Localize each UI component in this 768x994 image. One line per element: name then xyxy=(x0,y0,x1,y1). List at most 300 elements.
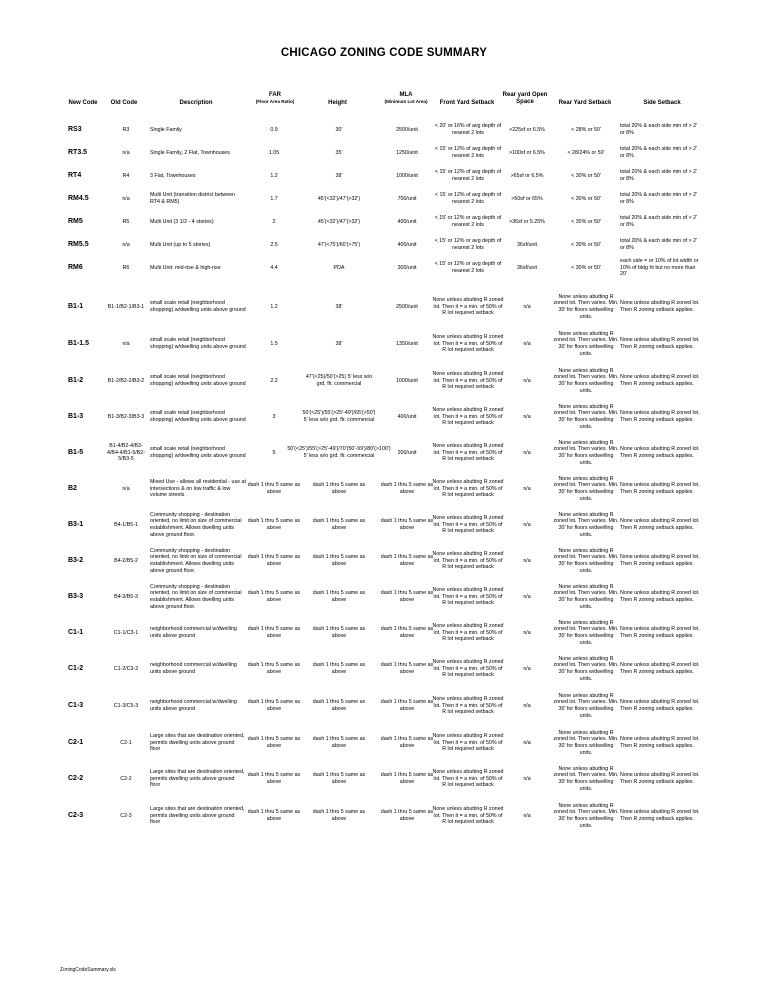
row-rear-yard xyxy=(552,472,620,506)
row-description-text: Large sites that are destination oriented, permits dwelling units above ground floor xyxy=(150,769,245,789)
row-old-code xyxy=(103,544,149,578)
row-old-code xyxy=(103,799,149,833)
row-side-setback xyxy=(620,616,700,650)
row-far-text: 1.2 xyxy=(270,172,278,179)
row-mla-text: 700/unit xyxy=(397,195,417,202)
row-height xyxy=(305,251,373,285)
row-new-code xyxy=(68,762,106,796)
row-mla-text: 1000/unit xyxy=(396,172,418,179)
row-height-text: dash 1 thru 5 same as above xyxy=(312,772,366,785)
row-new-code xyxy=(68,652,106,686)
row-mla xyxy=(374,652,440,686)
row-new-code-text: RT3.5 xyxy=(68,148,88,156)
row-rear-yard-text: None unless abutting R zoned lot. Then varies. Min. 30' for floors w/dwelling units. xyxy=(553,692,619,719)
row-far-text: dash 1 thru 5 same as above xyxy=(247,772,301,785)
row-mla-text: 400/unit xyxy=(397,241,417,248)
row-front-yard-text: None unless abutting R zoned lot. Then it = a min. of 50% of R lot required setback xyxy=(432,551,504,571)
row-height-text: dash 1 thru 5 same as above xyxy=(312,699,366,712)
row-height-text: 47'(<75')/60'(>75') xyxy=(317,241,361,248)
row-side-setback xyxy=(620,436,700,470)
row-open-space-text: n/a xyxy=(523,449,531,456)
row-open-space-text: >100sf or 6.5% xyxy=(509,149,545,156)
row-rear-yard xyxy=(552,652,620,686)
row-height-text: dash 1 thru 5 same as above xyxy=(312,482,366,495)
row-old-code-text: B1-4/B2-4/B3-4/B4-4/B1-5/B2-5/B3-5 xyxy=(107,443,145,463)
row-front-yard-text: < 15' or 12% or avg depth of nearest 2 lots xyxy=(434,238,502,251)
row-front-yard-text: None unless abutting R zoned lot. Then it = a min. of 50% of R lot required setback xyxy=(432,587,504,607)
row-mla-text: 1250/unit xyxy=(396,149,418,156)
table-row xyxy=(0,580,768,614)
row-old-code-text: C1-2/C3-2 xyxy=(113,665,139,672)
row-rear-yard-text: None unless abutting R zoned lot. Then varies. Min. 30' for floors w/dwelling units. xyxy=(553,583,619,610)
table-row xyxy=(0,799,768,833)
row-side-setback-text: None unless abutting R zoned lot. Then R zoning setback applies. xyxy=(620,410,700,423)
row-side-setback xyxy=(620,544,700,578)
row-front-yard-text: None unless abutting R zoned lot. Then it = a min. of 50% of R lot required setback xyxy=(432,696,504,716)
footer-filename: ZoningCodeSummary.xls xyxy=(60,967,116,973)
row-front-yard xyxy=(432,508,504,542)
row-description-text: Community shopping - destination oriented, no limit on size of commercial establishment. Allows dwelling units above ground floor. xyxy=(150,511,242,538)
row-height-text: dash 1 thru 5 same as above xyxy=(312,662,366,675)
row-far-text: dash 1 thru 5 same as above xyxy=(247,590,301,603)
row-rear-yard-text: < 30% or 50' xyxy=(571,264,601,271)
row-old-code-text: B4-1/B5-1 xyxy=(114,521,138,528)
row-new-code-text: RM6 xyxy=(68,263,83,271)
row-open-space-text: >65sf or 6.5% xyxy=(510,172,544,179)
row-far-text: 4.4 xyxy=(270,264,278,271)
row-description xyxy=(150,400,246,434)
row-new-code-text: RM5.5 xyxy=(68,240,89,248)
row-old-code xyxy=(103,327,149,361)
row-side-setback-text: None unless abutting R zoned lot. Then R zoning setback applies. xyxy=(620,518,700,531)
row-old-code-text: C2-2 xyxy=(120,775,132,782)
row-far-text: 1.05 xyxy=(268,149,280,156)
row-front-yard xyxy=(432,436,504,470)
row-mla xyxy=(374,616,440,650)
row-description-text: Large sites that are destination oriented, permits dwelling units above ground floor xyxy=(150,806,245,826)
row-side-setback-text: each side = or 10% of lot width or 10% of bldg ht but no more than 20' xyxy=(620,258,699,278)
row-front-yard-text: None unless abutting R zoned lot. Then it = a min. of 50% of R lot required setback xyxy=(432,515,504,535)
row-old-code xyxy=(103,436,149,470)
row-far xyxy=(242,726,306,760)
row-front-yard xyxy=(432,327,504,361)
row-description xyxy=(150,290,246,324)
row-description-text: Multi Unit (transition district between RT4 & RM5) xyxy=(150,192,236,205)
table-row xyxy=(0,472,768,506)
row-description-text: Single Family xyxy=(150,126,182,133)
page-title: CHICAGO ZONING CODE SUMMARY xyxy=(280,47,488,59)
row-old-code-text: n/a xyxy=(122,195,130,202)
row-front-yard-text: None unless abutting R zoned lot. Then it = a min. of 50% of R lot required setback xyxy=(432,407,504,427)
row-new-code xyxy=(68,472,106,506)
row-mla-text: 1000/unit xyxy=(396,377,418,384)
row-far-text: dash 1 thru 5 same as above xyxy=(247,518,301,531)
row-mla xyxy=(374,251,440,285)
row-far-text: dash 1 thru 5 same as above xyxy=(247,626,301,639)
row-side-setback-text: total 20% & each side min of > 2' or 8% xyxy=(620,215,698,228)
row-old-code-text: B4-3/B5-3 xyxy=(114,593,138,600)
row-mla xyxy=(374,726,440,760)
row-open-space xyxy=(502,327,552,361)
header-far-sub: (Floor Area Ratio) xyxy=(255,99,295,104)
row-description xyxy=(150,364,246,398)
row-new-code-text: RM4.5 xyxy=(68,194,89,202)
row-side-setback xyxy=(620,652,700,686)
row-rear-yard xyxy=(552,290,620,324)
row-open-space xyxy=(502,290,552,324)
row-open-space-text: n/a xyxy=(523,629,531,636)
row-height-text: 30' xyxy=(335,126,343,133)
row-mla xyxy=(374,400,440,434)
row-open-space xyxy=(502,544,552,578)
row-side-setback-text: total 20% & each side min of > 2' or 8% xyxy=(620,146,698,159)
row-height-text: 35' xyxy=(335,149,343,156)
row-old-code xyxy=(103,616,149,650)
row-rear-yard xyxy=(552,327,620,361)
row-height xyxy=(305,472,373,506)
row-mla-text: 1350/unit xyxy=(396,340,418,347)
row-description xyxy=(150,472,246,506)
row-side-setback-text: total 20% & each side min of > 2' or 8% xyxy=(620,192,698,205)
row-open-space-text: n/a xyxy=(523,485,531,492)
row-new-code-text: C2-2 xyxy=(68,774,84,782)
row-far-text: 2 xyxy=(272,218,276,225)
row-rear-yard xyxy=(552,251,620,285)
row-old-code-text: R4 xyxy=(122,172,130,179)
row-front-yard-text: < 20' or 16% of avg depth of nearest 2 lots xyxy=(434,123,502,136)
header-mla-sub: (Minimum Lot Area) xyxy=(384,99,428,104)
row-height xyxy=(305,580,373,614)
row-side-setback-text: None unless abutting R zoned lot. Then R zoning setback applies. xyxy=(620,300,700,313)
row-rear-yard-text: None unless abutting R zoned lot. Then varies. Min. 30' for floors w/dwelling units. xyxy=(553,439,619,466)
row-front-yard-text: None unless abutting R zoned lot. Then it = a min. of 50% of R lot required setback xyxy=(432,479,504,499)
row-open-space xyxy=(502,472,552,506)
row-open-space xyxy=(502,726,552,760)
row-mla xyxy=(374,689,440,723)
row-mla-text: 300/unit xyxy=(397,264,417,271)
row-description xyxy=(150,689,246,723)
row-new-code-text: B3-2 xyxy=(68,556,84,564)
row-front-yard xyxy=(432,799,504,833)
row-far xyxy=(242,652,306,686)
row-mla xyxy=(374,436,440,470)
row-side-setback xyxy=(620,762,700,796)
header-rear-yard: Rear Yard Setback xyxy=(558,100,612,106)
row-old-code-text: C2-1 xyxy=(120,739,132,746)
row-open-space xyxy=(502,400,552,434)
row-height xyxy=(305,327,373,361)
row-old-code xyxy=(103,290,149,324)
row-front-yard-text: None unless abutting R zoned lot. Then it = a min. of 50% of R lot required setback xyxy=(432,443,504,463)
row-open-space-text: n/a xyxy=(523,665,531,672)
row-front-yard xyxy=(432,689,504,723)
row-new-code xyxy=(68,364,106,398)
row-old-code-text: n/a xyxy=(122,149,130,156)
row-mla-text: dash 1 thru 5 same as above xyxy=(380,699,434,712)
row-description-text: Multi Unit (up to 5 stories) xyxy=(150,241,211,248)
row-rear-yard-text: < 30% or 50' xyxy=(571,172,601,179)
row-old-code xyxy=(103,364,149,398)
row-new-code xyxy=(68,508,106,542)
row-rear-yard xyxy=(552,544,620,578)
row-mla-text: dash 1 thru 5 same as above xyxy=(380,482,434,495)
row-rear-yard-text: None unless abutting R zoned lot. Then varies. Min. 30' for floors w/dwelling units. xyxy=(553,729,619,756)
row-old-code-text: R3 xyxy=(122,126,130,133)
row-description xyxy=(150,652,246,686)
row-rear-yard xyxy=(552,436,620,470)
row-side-setback-text: total 20% & each side min of > 2' or 8% xyxy=(620,238,698,251)
header-mla-label: MLA xyxy=(399,92,413,98)
row-front-yard-text: < 15' or 12% or avg depth of nearest 2 lots xyxy=(434,261,502,274)
row-old-code-text: B1-1/B2-1/B3-1 xyxy=(107,303,145,310)
row-open-space-text: 36sf/unit xyxy=(516,241,538,248)
row-side-setback-text: None unless abutting R zoned lot. Then R zoning setback applies. xyxy=(620,736,700,749)
row-open-space-text: n/a xyxy=(523,303,531,310)
row-side-setback-text: None unless abutting R zoned lot. Then R zoning setback applies. xyxy=(620,446,700,459)
header-front-yard: Front Yard Setback xyxy=(439,100,495,106)
row-side-setback-text: None unless abutting R zoned lot. Then R zoning setback applies. xyxy=(620,374,700,387)
row-side-setback-text: None unless abutting R zoned lot. Then R zoning setback applies. xyxy=(620,626,700,639)
row-far xyxy=(242,327,306,361)
row-front-yard xyxy=(432,400,504,434)
row-side-setback xyxy=(620,580,700,614)
row-mla-text: dash 1 thru 5 same as above xyxy=(380,736,434,749)
row-far xyxy=(242,508,306,542)
row-description xyxy=(150,508,246,542)
row-new-code-text: B1-5 xyxy=(68,448,84,456)
row-description-text: small scale retail (neighborhood shopping) w/dwelling units above ground xyxy=(150,374,246,387)
row-front-yard-text: < 15' or 12% of avg depth of nearest 2 lots xyxy=(434,169,502,182)
row-height xyxy=(305,616,373,650)
table-row xyxy=(0,364,768,398)
row-description xyxy=(150,762,246,796)
row-new-code xyxy=(68,251,106,285)
row-new-code xyxy=(68,726,106,760)
row-old-code xyxy=(103,580,149,614)
row-mla-text: 2500/unit xyxy=(396,126,418,133)
row-side-setback-text: None unless abutting R zoned lot. Then R zoning setback applies. xyxy=(620,482,700,495)
row-side-setback-text: None unless abutting R zoned lot. Then R zoning setback applies. xyxy=(620,809,700,822)
row-new-code xyxy=(68,436,106,470)
row-open-space-text: n/a xyxy=(523,812,531,819)
row-old-code-text: R6 xyxy=(122,264,130,271)
row-far xyxy=(242,472,306,506)
row-open-space-text: n/a xyxy=(523,413,531,420)
row-front-yard-text: None unless abutting R zoned lot. Then it = a min. of 50% of R lot required setback xyxy=(432,371,504,391)
row-open-space-text: n/a xyxy=(523,377,531,384)
row-side-setback xyxy=(620,400,700,434)
row-old-code xyxy=(103,508,149,542)
row-old-code-text: C1-1/C3-1 xyxy=(113,629,139,636)
row-mla-text: 200/unit xyxy=(397,449,417,456)
row-mla-text: 400/unit xyxy=(397,413,417,420)
row-front-yard xyxy=(432,290,504,324)
row-rear-yard-text: None unless abutting R zoned lot. Then varies. Min. 30' for floors w/dwelling units. xyxy=(553,475,619,502)
header-mla xyxy=(372,92,440,105)
row-height-text: 50'(<25')/55'(>25'-49')/70'(50'-99')/80'(>100') 5' less w/o grd. flr. commercial xyxy=(287,446,391,459)
row-new-code xyxy=(68,290,106,324)
row-rear-yard-text: < 28/24% or 50' xyxy=(567,149,605,156)
row-rear-yard-text: None unless abutting R zoned lot. Then varies. Min. 30' for floors w/dwelling units. xyxy=(553,655,619,682)
row-open-space xyxy=(502,580,552,614)
row-description-text: Multi Unit: mid-rise & high-rise xyxy=(150,264,221,271)
row-far-text: dash 1 thru 5 same as above xyxy=(247,662,301,675)
row-side-setback xyxy=(620,251,700,285)
row-height-text: 47'(<25)/50'(>25) 5' less w/o grd. flr. commercial xyxy=(305,374,373,387)
row-far xyxy=(242,799,306,833)
row-new-code xyxy=(68,799,106,833)
row-far xyxy=(242,364,306,398)
row-side-setback xyxy=(620,799,700,833)
row-open-space-text: n/a xyxy=(523,702,531,709)
row-height xyxy=(305,652,373,686)
row-old-code xyxy=(103,726,149,760)
row-front-yard xyxy=(432,472,504,506)
table-row xyxy=(0,251,768,285)
row-rear-yard-text: < 30% or 50' xyxy=(571,218,601,225)
row-rear-yard-text: None unless abutting R zoned lot. Then varies. Min. 30' for floors w/dwelling units. xyxy=(553,547,619,574)
table-row xyxy=(0,400,768,434)
row-open-space-text: n/a xyxy=(523,521,531,528)
row-old-code-text: n/a xyxy=(122,485,130,492)
row-open-space-text: >50sf or 65% xyxy=(511,195,543,202)
row-height-text: 38' xyxy=(335,172,343,179)
row-far-text: 1.7 xyxy=(270,195,278,202)
row-far-text: dash 1 thru 5 same as above xyxy=(247,699,301,712)
row-height xyxy=(305,508,373,542)
row-side-setback-text: None unless abutting R zoned lot. Then R zoning setback applies. xyxy=(620,699,700,712)
row-new-code-text: C1-3 xyxy=(68,701,84,709)
row-rear-yard xyxy=(552,799,620,833)
row-rear-yard-text: < 30% or 50' xyxy=(571,195,601,202)
row-far xyxy=(242,580,306,614)
row-front-yard xyxy=(432,616,504,650)
table-row xyxy=(0,290,768,324)
table-row xyxy=(0,327,768,361)
row-old-code-text: B4-2/B5-2 xyxy=(114,557,138,564)
row-old-code-text: C1-3/C5-3 xyxy=(113,702,139,709)
row-new-code-text: B1-1.5 xyxy=(68,339,90,347)
row-description xyxy=(150,726,246,760)
row-open-space xyxy=(502,652,552,686)
row-rear-yard xyxy=(552,689,620,723)
row-side-setback xyxy=(620,508,700,542)
row-rear-yard xyxy=(552,508,620,542)
row-description-text: 3 Flat, Townhouses xyxy=(150,172,196,179)
row-height-text: dash 1 thru 5 same as above xyxy=(312,626,366,639)
row-mla xyxy=(374,472,440,506)
row-open-space xyxy=(502,364,552,398)
row-side-setback xyxy=(620,327,700,361)
row-mla-text: dash 1 thru 5 same as above xyxy=(380,809,434,822)
row-rear-yard-text: < 28% or 50' xyxy=(571,126,601,133)
row-height-text: 45'(<32')/47'(>32') xyxy=(317,218,361,225)
row-old-code-text: B1-2/B2-2/B3-2 xyxy=(107,377,145,384)
table-row xyxy=(0,436,768,470)
row-far-text: dash 1 thru 5 same as above xyxy=(247,809,301,822)
row-rear-yard xyxy=(552,580,620,614)
row-rear-yard xyxy=(552,726,620,760)
row-new-code xyxy=(68,689,106,723)
row-new-code-text: B3-3 xyxy=(68,592,84,600)
row-height xyxy=(305,364,373,398)
row-rear-yard-text: None unless abutting R zoned lot. Then varies. Min. 30' for floors w/dwelling units. xyxy=(553,765,619,792)
row-front-yard xyxy=(432,726,504,760)
row-height-text: dash 1 thru 5 same as above xyxy=(312,554,366,567)
row-far xyxy=(242,290,306,324)
row-description xyxy=(150,580,246,614)
row-description-text: neighborhood commercial w/dwelling units above ground xyxy=(150,662,237,675)
row-front-yard-text: None unless abutting R zoned lot. Then it = a min. of 50% of R lot required setback xyxy=(432,623,504,643)
row-side-setback-text: total 20% & each side min of > 2' or 8% xyxy=(620,123,698,136)
row-old-code-text: R5 xyxy=(122,218,130,225)
row-side-setback xyxy=(620,472,700,506)
row-rear-yard xyxy=(552,762,620,796)
row-rear-yard-text: None unless abutting R zoned lot. Then varies. Min. 30' for floors w/dwelling units. xyxy=(553,367,619,394)
row-open-space-text: 36sf/unit xyxy=(516,264,538,271)
row-side-setback-text: total 20% & each side min of > 2' or 8% xyxy=(620,169,698,182)
row-open-space xyxy=(502,251,552,285)
row-open-space-text: >225sf or 6.5% xyxy=(509,126,545,133)
row-height xyxy=(305,689,373,723)
row-old-code xyxy=(103,472,149,506)
row-rear-yard xyxy=(552,616,620,650)
row-height-text: dash 1 thru 5 same as above xyxy=(312,809,366,822)
row-description xyxy=(150,799,246,833)
row-description-text: Multi Unit (3 1/2 - 4 stories) xyxy=(150,218,214,225)
row-mla xyxy=(374,544,440,578)
row-open-space xyxy=(502,799,552,833)
row-front-yard xyxy=(432,580,504,614)
row-new-code-text: B2 xyxy=(68,484,77,492)
row-far-text: 2.2 xyxy=(270,377,278,384)
table-row xyxy=(0,726,768,760)
row-mla xyxy=(374,364,440,398)
row-old-code xyxy=(103,400,149,434)
row-height-text: PDA xyxy=(333,264,345,271)
row-new-code-text: B1-2 xyxy=(68,376,84,384)
row-front-yard-text: < 15' or 12% or avg depth of nearest 2 lots xyxy=(434,215,502,228)
row-front-yard xyxy=(432,652,504,686)
row-side-setback xyxy=(620,726,700,760)
header-side: Side Setback xyxy=(643,100,681,106)
header-description: Description xyxy=(179,100,213,106)
row-old-code-text: B1-3/B2-3/B3-3 xyxy=(107,413,145,420)
row-rear-yard xyxy=(552,400,620,434)
row-new-code-text: RT4 xyxy=(68,171,82,179)
row-description-text: Community shopping - destination oriented, no limit on size of commercial establishment. Allows dwelling units above ground floor. xyxy=(150,547,242,574)
row-far-text: 0.9 xyxy=(270,126,278,133)
row-mla-text: dash 1 thru 5 same as above xyxy=(380,772,434,785)
row-description-text: small scale retail (neighborhood shopping) w/dwelling units above ground xyxy=(150,446,246,459)
row-description xyxy=(150,616,246,650)
row-description-text: Community shopping - destination oriented, no limit on size of commercial establishment. Allows dwelling units above ground floor. xyxy=(150,583,242,610)
row-side-setback-text: None unless abutting R zoned lot. Then R zoning setback applies. xyxy=(620,662,700,675)
row-height xyxy=(305,290,373,324)
row-rear-yard-text: None unless abutting R zoned lot. Then varies. Min. 30' for floors w/dwelling units. xyxy=(553,511,619,538)
row-mla xyxy=(374,799,440,833)
header-far xyxy=(240,92,310,105)
row-open-space xyxy=(502,508,552,542)
row-front-yard xyxy=(432,364,504,398)
row-old-code xyxy=(103,689,149,723)
row-height-text: dash 1 thru 5 same as above xyxy=(312,736,366,749)
row-front-yard-text: None unless abutting R zoned lot. Then it = a min. of 50% of R lot required setback xyxy=(432,733,504,753)
row-side-setback xyxy=(620,290,700,324)
row-far xyxy=(242,762,306,796)
row-far xyxy=(242,400,306,434)
row-old-code xyxy=(103,652,149,686)
